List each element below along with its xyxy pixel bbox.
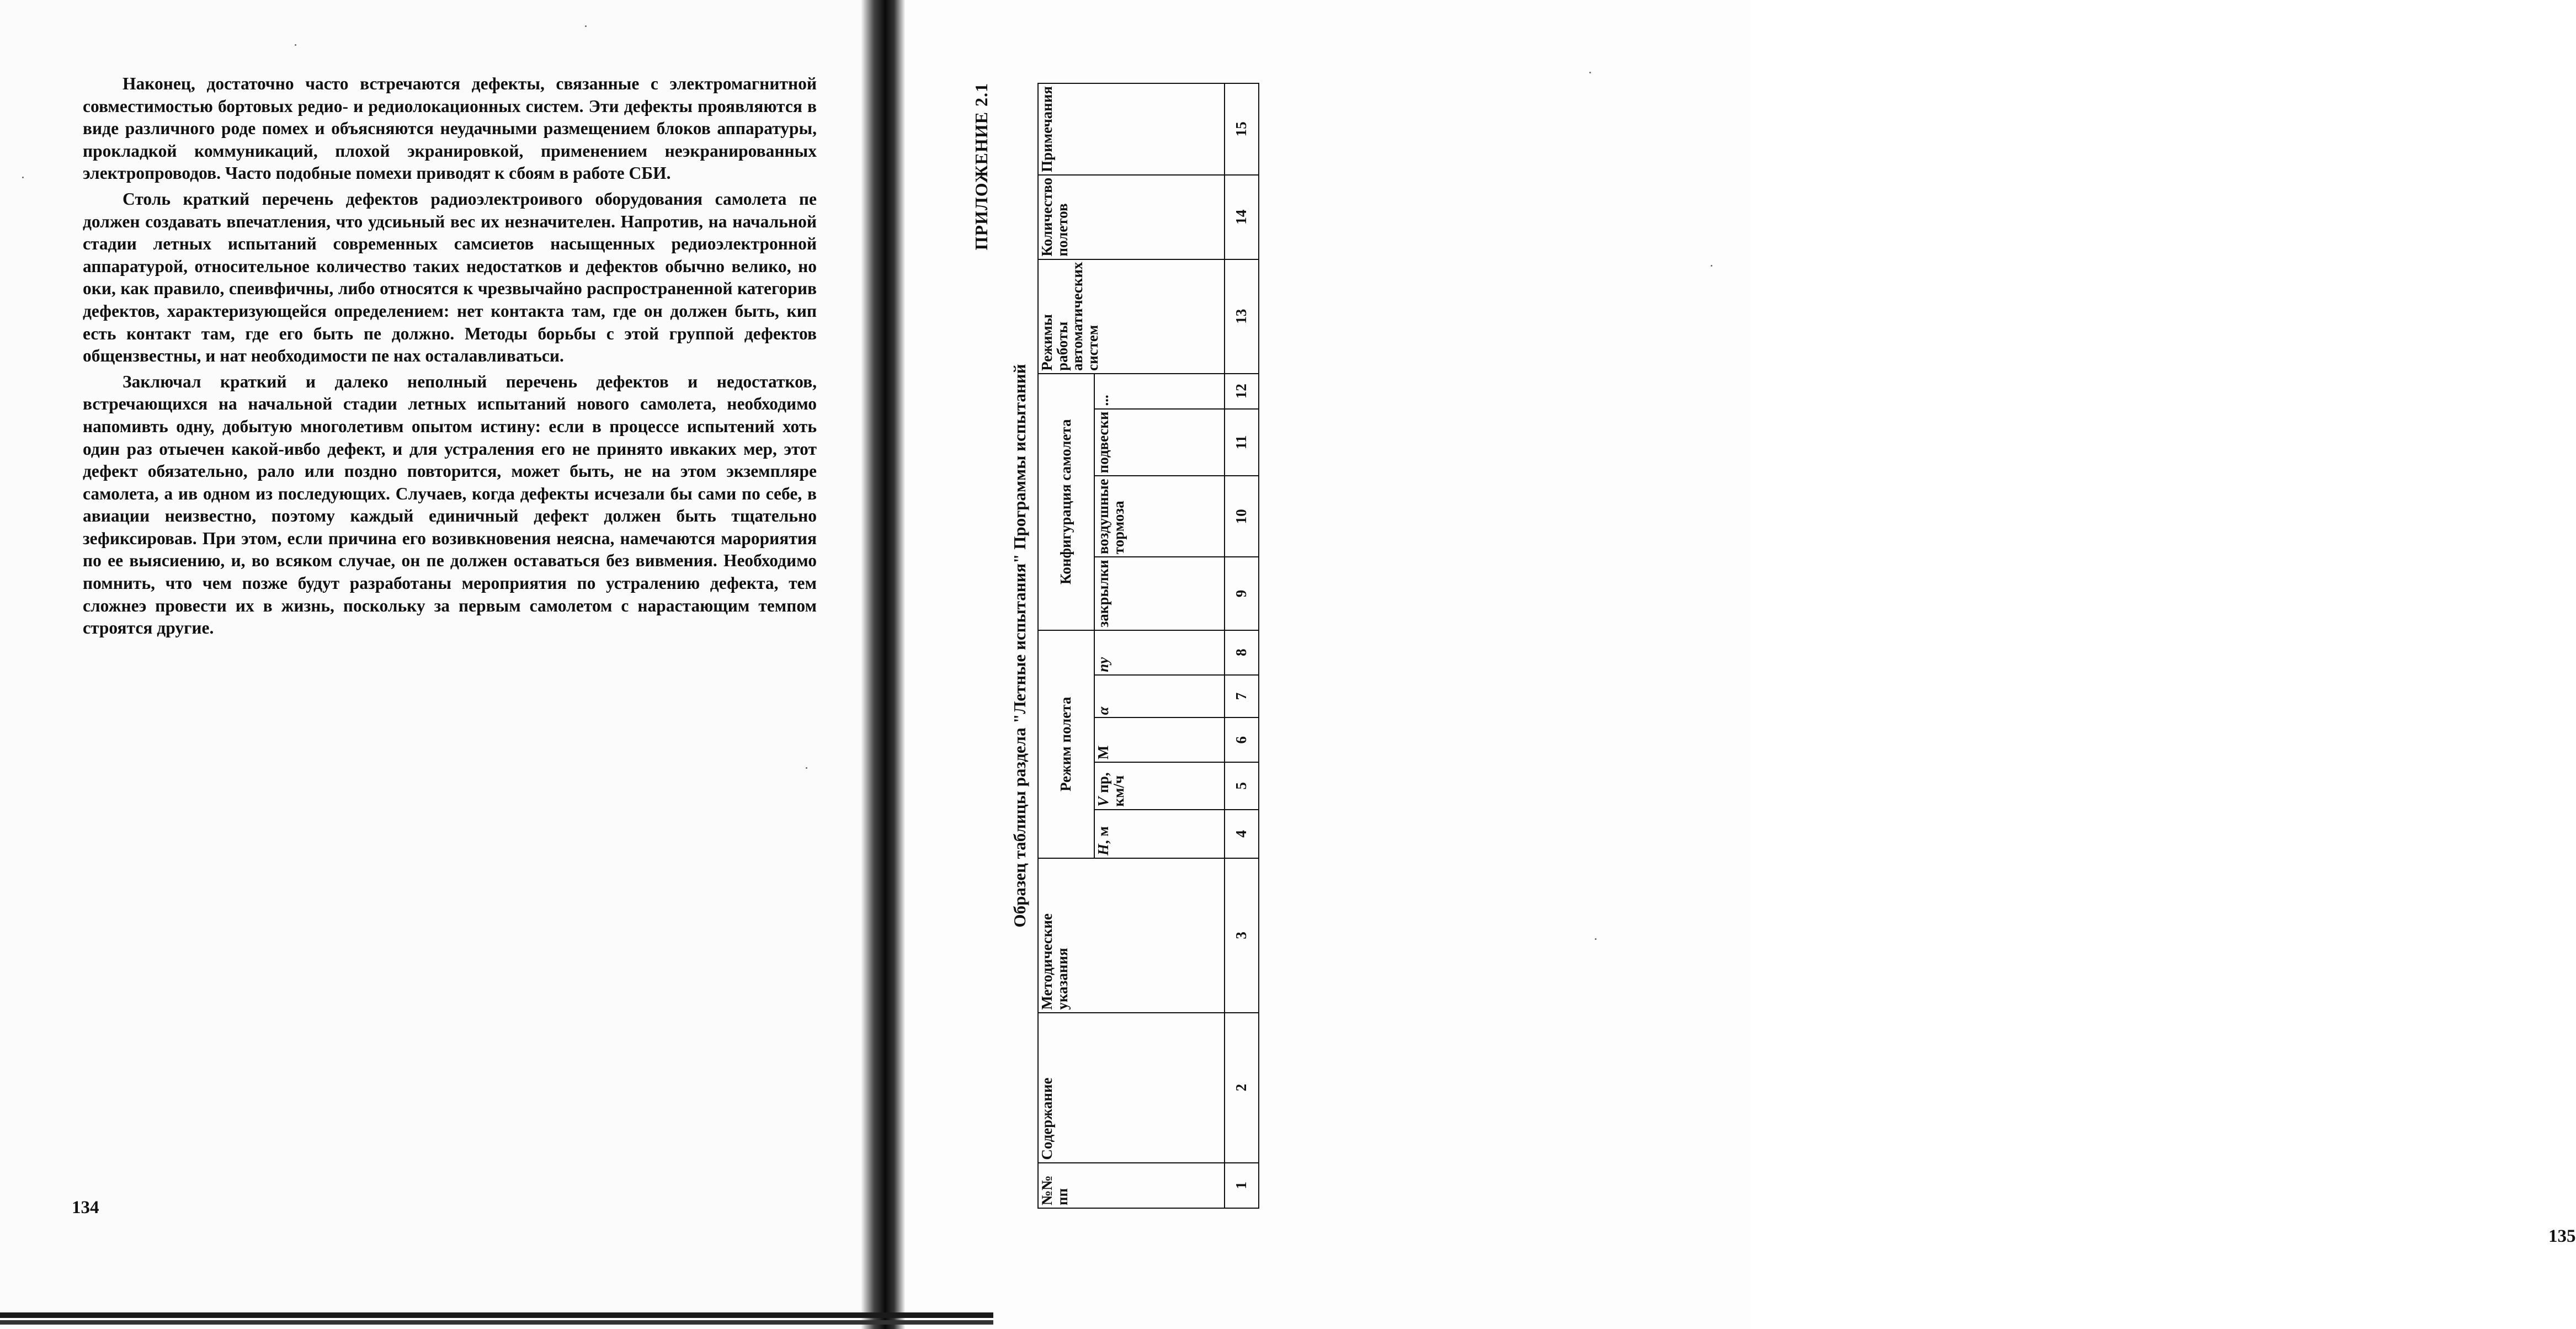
scan-speck — [1711, 265, 1712, 267]
header-config: Конфигурация самолета — [1038, 374, 1094, 630]
speed-symbol: V — [1095, 796, 1111, 807]
header-flight-mode: Режим полета — [1038, 630, 1094, 858]
table-caption: Образец таблицы раздела "Летные испытания" Программы испытаний — [1010, 364, 1029, 928]
col-number: 10 — [1225, 476, 1259, 557]
subheader-flaps: закрылки — [1094, 557, 1225, 630]
paragraph-2: Столь краткий перечень дефектов радиоэлектроивого оборудования самолета пе должен создавать впечатления, что удсиьный вес их незначителен. Напротив, на начальной стадии летных испытаний современных самсиетов насыщенных редиоэлектронной аппаратурой, относительное количество таких недостатков и дефектов обычно велико, но оки, как правило, спеивфичны, либо относятся к чрезвычайно распространенной категорив дефектов, характеризующейся определением: нет контакта там, где он должен быть, кип есть контакт там, где его быть пе должно. Методы борьбы с этой группой дефектов общензвестны, и нат необходимости пе нах осталавливатьси. — [83, 189, 817, 366]
col-number: 8 — [1225, 630, 1259, 675]
header-flight-count: Количество полетов — [1038, 175, 1225, 259]
header-number: №№ пп — [1038, 1163, 1225, 1208]
subheader-altitude — [1094, 810, 1225, 858]
left-page-body — [83, 73, 817, 643]
left-page — [0, 0, 861, 1329]
col-number: 15 — [1225, 83, 1259, 175]
col-number: 14 — [1225, 175, 1259, 259]
subheader-mach: М — [1094, 717, 1225, 762]
paragraph-1: Наконец, достаточно часто встречаются дефекты, связанные с электромагнитной совместимостью бортовых редио- и редиолокационных систем. Эти дефекты проявляются в виде различного роде помех и объясняются неудачными размещением блоков аппаратуры, прокладкой коммуникаций, плохой экранировкой, применением неэкранированных электропроводов. Часто подобные помехи приводят к сбоям в работе СБИ. — [83, 74, 817, 183]
scan-speck — [585, 25, 587, 27]
scan-speck — [1589, 72, 1591, 73]
altitude-unit: , м — [1095, 826, 1111, 844]
subheader-ellipsis: ... — [1094, 374, 1225, 409]
col-number: 2 — [1225, 1013, 1259, 1163]
subheader-alpha: α — [1094, 675, 1225, 718]
col-number: 6 — [1225, 717, 1259, 762]
header-auto-systems: Режимы работы автоматических систем — [1038, 259, 1225, 374]
altitude-symbol: H — [1095, 844, 1111, 856]
subheader-airbrakes: воздушные тормоза — [1094, 476, 1225, 557]
col-number: 9 — [1225, 557, 1259, 630]
scan-edge — [0, 1312, 993, 1318]
paragraph-3: Заключал краткий и далеко неполный перечень дефектов и недостатков, встречающихся на начальной стадии летных испытаний нового самолета, необходимо напомивть одну, добытую многолетивм опытом истину: если в процессе испытений хоть один раз отыечен какой-ивбо дефект, и для устраления его не принято ивкаких мер, этот дефект обязательно, рало или поздно повторится, может быть, не на этом экземпляре самолета, а ив одном из последующих. Случаев, когда дефекты исчезали бы сами по себе, в авиации неизвестно, поэтому каждый единичный дефект должен быть тщательно зефиксировав. При этом, если причина его возивкновения неясна, намечаются марориятия по ее выясиению, и, во всяком случае, он пе должен оставаться без вивмения. Необходимо помнить, что чем позже будут разработаны мероприятия по устралению дефекта, тем сложнеэ провести их в жизнь, поскольку за первым самолетом с нарастающим темпом строятся другие. — [83, 371, 817, 638]
header-notes: Примечания — [1038, 83, 1225, 175]
col-number: 3 — [1225, 858, 1259, 1013]
header-method: Методические указания — [1038, 858, 1225, 1013]
scan-speck — [295, 44, 296, 46]
scan-speck — [1595, 938, 1596, 940]
table-header-row — [1038, 83, 1094, 1208]
subheader-speed — [1094, 762, 1225, 810]
book-gutter — [861, 0, 905, 1329]
col-number: 4 — [1225, 810, 1259, 858]
col-number: 11 — [1225, 409, 1259, 476]
scan-edge — [0, 1320, 993, 1325]
column-number-row — [1225, 83, 1259, 1208]
scan-speck — [22, 177, 24, 178]
col-number: 1 — [1225, 1163, 1259, 1208]
col-number: 7 — [1225, 675, 1259, 718]
col-number: 13 — [1225, 259, 1259, 374]
subheader-ny: ny — [1094, 630, 1225, 675]
rotated-appendix — [971, 83, 1250, 1209]
speed-unit: пр, км/ч — [1095, 772, 1127, 807]
subheader-stores: подвески — [1094, 409, 1225, 476]
test-program-table — [1037, 83, 1259, 1209]
scan-speck — [806, 767, 807, 769]
col-number: 12 — [1225, 374, 1259, 409]
appendix-title: ПРИЛОЖЕНИЕ 2.1 — [971, 83, 991, 251]
page-number-right: 135 — [2548, 1226, 2576, 1246]
header-content: Содержание — [1038, 1013, 1225, 1163]
page-number-left: 134 — [72, 1198, 99, 1218]
col-number: 5 — [1225, 762, 1259, 810]
